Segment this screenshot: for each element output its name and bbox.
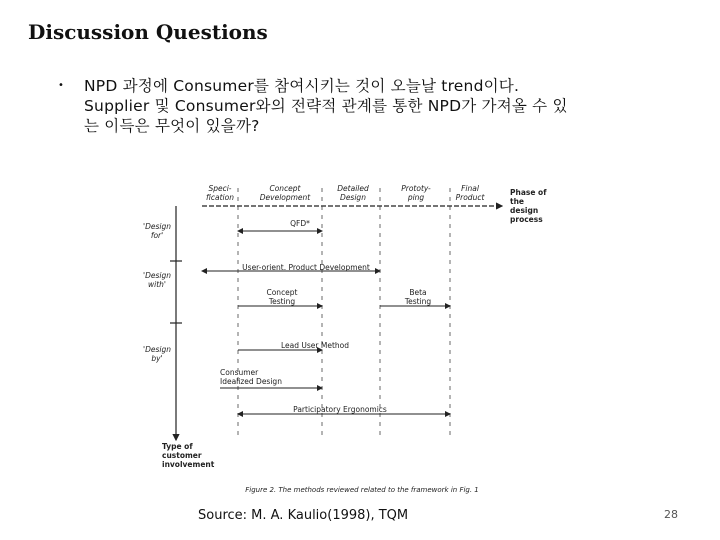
phase-label-detailed: Detailed Design: [337, 184, 369, 202]
bullet-line-3: 는 이득은 무엇이 있을까?: [84, 117, 260, 135]
phase-label-concept: Concept Development: [259, 184, 311, 202]
method-label-idealized-design: Consumer Idealized Design: [220, 368, 282, 386]
phase-label-final: Final Product: [455, 184, 485, 202]
involvement-axis-label: Type of customer involvement: [162, 442, 215, 469]
phase-label-specification: Speci- fication: [206, 184, 234, 202]
phase-axis-label: Phase of the design process: [510, 188, 547, 224]
slide-title: Discussion Questions: [28, 20, 268, 44]
bullet-line-1: NPD 과정에 Consumer를 참여시키는 것이 오늘날 trend이다.: [84, 77, 520, 95]
involvement-label-by: 'Design by': [143, 345, 171, 363]
bullet-line-2: Supplier 및 Consumer와의 전략적 관계를 통한 NPD가 가져올 수 있: [84, 97, 568, 115]
page-number: 28: [664, 508, 678, 521]
method-label-concept-testing: Concept Testing: [266, 288, 298, 306]
figure-caption: Figure 2. The methods reviewed related to the framework in Fig. 1: [245, 486, 479, 494]
method-framework-figure: [140, 178, 560, 498]
involvement-label-with: 'Design with': [143, 271, 171, 289]
method-label-qfd: QFD*: [290, 219, 310, 228]
bullet-marker: •: [58, 80, 64, 91]
bullet-text: [84, 76, 644, 136]
method-label-lead-user: Lead User Method: [280, 341, 349, 350]
method-label-ergonomics: Participatory Ergonomics: [293, 405, 387, 414]
involvement-label-for: 'Design for': [143, 222, 171, 240]
method-label-beta-testing: Beta Testing: [404, 288, 432, 306]
method-label-user-oriented: User-orient. Product Development: [242, 263, 370, 272]
phase-label-prototyping: Prototy- ping: [401, 184, 431, 202]
source-citation: Source: M. A. Kaulio(1998), TQM: [198, 508, 409, 523]
